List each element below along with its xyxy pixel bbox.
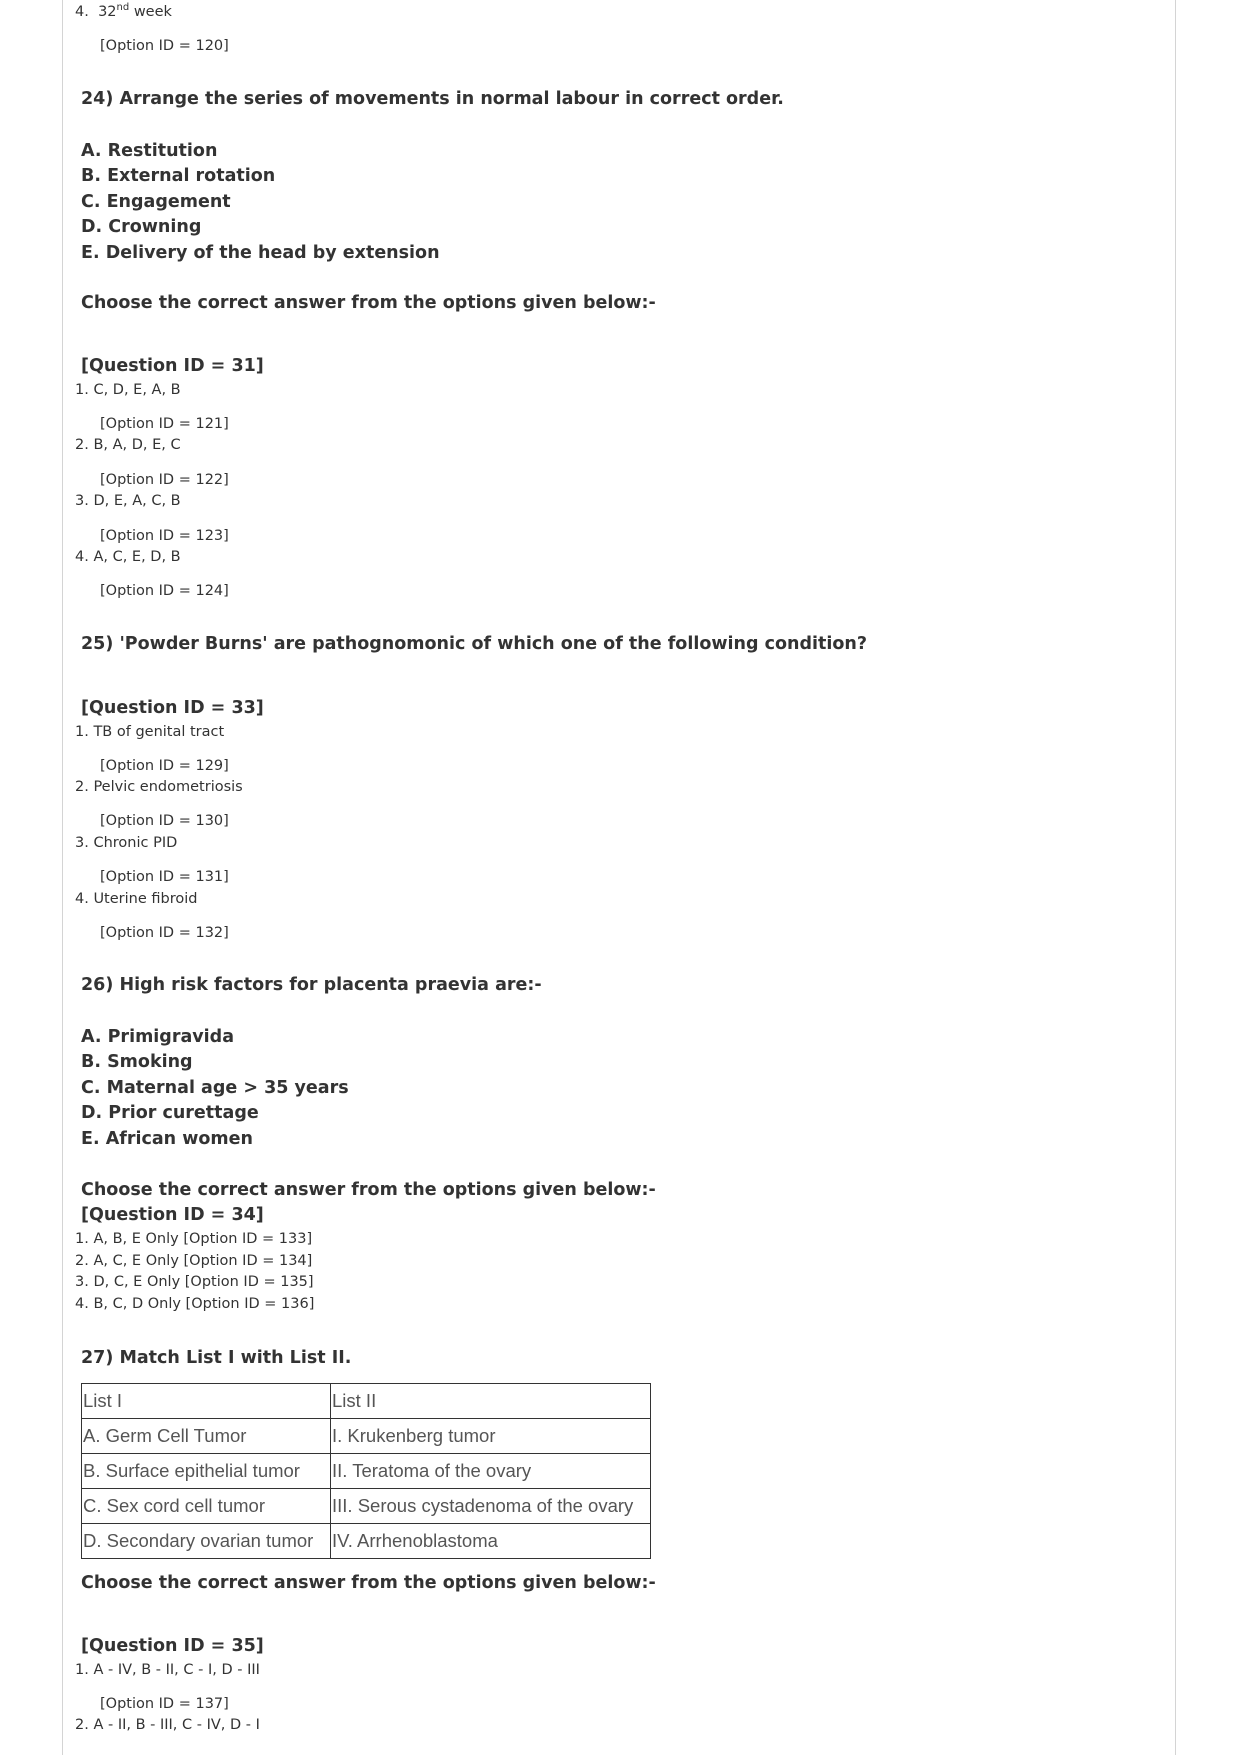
table-header-cell: List II [331,1384,651,1419]
option-id: [Option ID = 130] [100,813,229,829]
table-cell: A. Germ Cell Tumor [82,1419,331,1454]
option-item: 2. Pelvic endometriosis [75,779,243,795]
option-item: 3. D, C, E Only [Option ID = 135] [75,1274,314,1290]
option-item: 4. B, C, D Only [Option ID = 136] [75,1296,315,1312]
table-cell: II. Teratoma of the ovary [331,1454,651,1489]
table-row [82,1489,651,1524]
instruction-text: Choose the correct answer from the options given below:- [81,1573,656,1593]
question-title: 27) Match List I with List II. [81,1348,352,1368]
question-id: [Question ID = 35] [81,1636,264,1656]
table-cell: I. Krukenberg tumor [331,1419,651,1454]
option-item: 3. D, E, A, C, B [75,493,181,509]
option-item: 1. A, B, E Only [Option ID = 133] [75,1231,313,1247]
option-id: [Option ID = 131] [100,869,229,885]
instruction-text: Choose the correct answer from the options given below:- [81,1180,656,1200]
option-id: [Option ID = 120] [100,38,229,54]
question-title: 25) 'Powder Burns' are pathognomonic of which one of the following condition? [81,634,867,654]
option-item: 1. TB of genital tract [75,724,225,740]
option-item: 4. Uterine fibroid [75,891,198,907]
option-item: 4. A, C, E, D, B [75,549,181,565]
statement-item: D. Prior curettage [81,1103,259,1123]
question-id: [Question ID = 33] [81,698,264,718]
option-id: [Option ID = 132] [100,925,229,941]
option-item: 1. C, D, E, A, B [75,382,181,398]
option-id: [Option ID = 129] [100,758,229,774]
option-item: 2. A, C, E Only [Option ID = 134] [75,1253,313,1269]
table-cell: B. Surface epithelial tumor [82,1454,331,1489]
table-header-cell: List I [82,1384,331,1419]
statement-item: E. Delivery of the head by extension [81,243,440,263]
option-item: 4. 32nd week [75,2,172,20]
option-item: 2. A - II, B - III, C - IV, D - I [75,1717,260,1733]
option-item: 2. B, A, D, E, C [75,437,181,453]
question-title: 26) High risk factors for placenta praevia are:- [81,975,542,995]
option-item: 1. A - IV, B - II, C - I, D - III [75,1662,260,1678]
option-id: [Option ID = 121] [100,416,229,432]
option-id: [Option ID = 137] [100,1696,229,1712]
table-row [82,1419,651,1454]
statement-item: B. External rotation [81,166,276,186]
match-table [81,1383,651,1559]
option-id: [Option ID = 124] [100,583,229,599]
instruction-text: Choose the correct answer from the options given below:- [81,293,656,313]
table-cell: C. Sex cord cell tumor [82,1489,331,1524]
statement-item: E. African women [81,1129,253,1149]
option-id: [Option ID = 122] [100,472,229,488]
question-id: [Question ID = 31] [81,356,264,376]
table-cell: IV. Arrhenoblastoma [331,1524,651,1559]
statement-item: A. Primigravida [81,1027,235,1047]
option-id: [Option ID = 123] [100,528,229,544]
table-row [82,1524,651,1559]
table-cell: D. Secondary ovarian tumor [82,1524,331,1559]
statement-item: C. Maternal age > 35 years [81,1078,349,1098]
statement-item: C. Engagement [81,192,231,212]
table-cell: III. Serous cystadenoma of the ovary [331,1489,651,1524]
statement-item: D. Crowning [81,217,202,237]
table-row [82,1454,651,1489]
statement-item: A. Restitution [81,141,218,161]
statement-item: B. Smoking [81,1052,193,1072]
table-header-row [82,1384,651,1419]
option-item: 3. Chronic PID [75,835,178,851]
question-id: [Question ID = 34] [81,1205,264,1225]
question-title: 24) Arrange the series of movements in normal labour in correct order. [81,89,784,109]
